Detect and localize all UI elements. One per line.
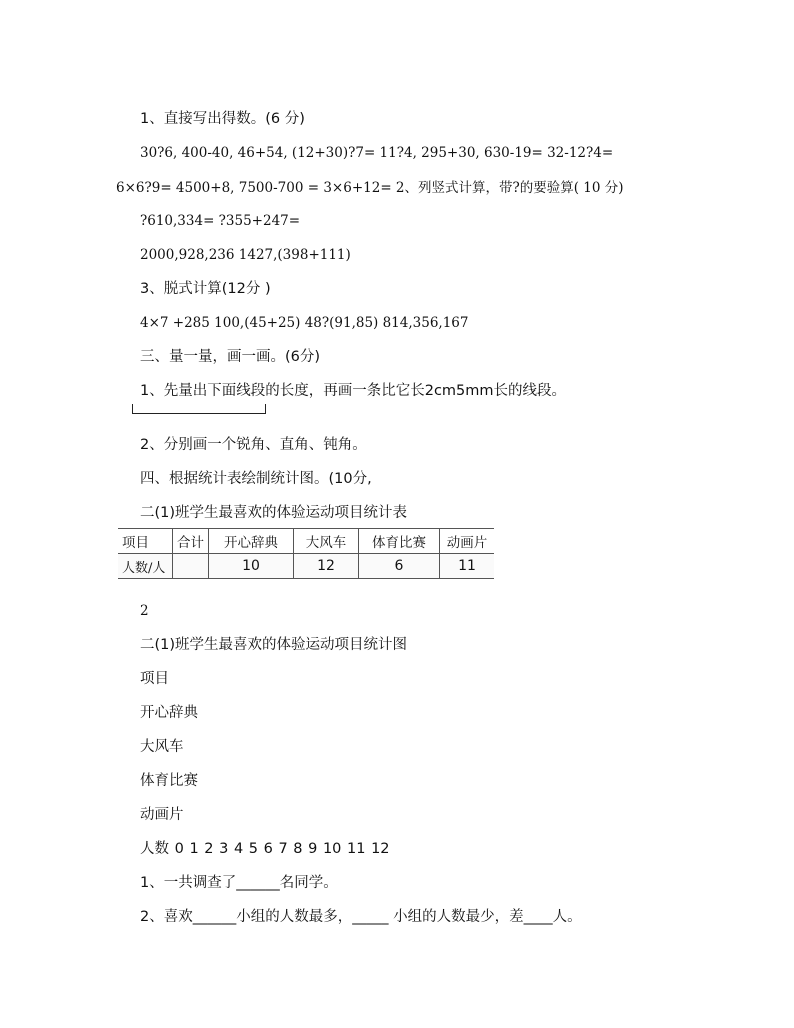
part3-q2: 2、分别画一个锐角、直角、钝角。: [140, 437, 367, 453]
table-header-cell: 项目: [118, 529, 173, 554]
table-cell: 11: [440, 554, 495, 579]
chart-label-item: 项目: [140, 671, 169, 687]
part4-q1: 1、一共调查了______名同学。: [140, 875, 338, 891]
section3-title: 3、脱式计算(12分 ): [140, 281, 271, 297]
table-header-cell: 合计: [173, 529, 209, 554]
table-cell: 6: [359, 554, 440, 579]
table-cell: 12: [294, 554, 359, 579]
table-title: 二(1)班学生最喜欢的体验运动项目统计表: [140, 505, 408, 521]
chart-label-sports-match: 体育比赛: [140, 773, 198, 789]
table-header-cell: 开心辞典: [209, 529, 294, 554]
section1-row1: 30?6, 400-40, 46+54, (12+30)?7= 11?4, 295+30, 630-19= 32-12?4=: [140, 145, 614, 161]
section1-row4: 2000,928,236 1427,(398+111): [140, 247, 351, 263]
table-header-cell: 大风车: [294, 529, 359, 554]
stray-number: 2: [140, 603, 149, 619]
measure-line-segment: [132, 404, 266, 414]
section1-row3: ?610,334= ?355+247=: [140, 213, 301, 229]
section3-row1: 4×7 +285 100,(45+25) 48?(91,85) 814,356,167: [140, 315, 469, 331]
table-cell: 10: [209, 554, 294, 579]
chart-label-happy-dictionary: 开心辞典: [140, 705, 198, 721]
part3-title: 三、量一量，画一画。(6分): [140, 349, 321, 365]
section1-title: 1、直接写出得数。(6 分): [140, 111, 305, 127]
chart-title: 二(1)班学生最喜欢的体验运动项目统计图: [140, 637, 408, 653]
table-header-cell: 动画片: [440, 529, 495, 554]
part3-q1: 1、先量出下面线段的长度，再画一条比它长2cm5mm长的线段。: [140, 383, 567, 399]
section1-row2: 6×6?9= 4500+8, 7500-700 = 3×6+12= 2、列竖式计算，带?的要验算( 10 分): [116, 180, 624, 196]
part4-q2: 2、喜欢______小组的人数最多，_____ 小组的人数最少，差____人。: [140, 909, 582, 925]
table-cell: 人数/人: [118, 554, 173, 579]
table-row: [118, 554, 494, 579]
table-header-cell: 体育比赛: [359, 529, 440, 554]
chart-axis-label: 人数 0 1 2 3 4 5 6 7 8 9 10 11 12: [140, 841, 390, 857]
chart-label-big-windmill: 大风车: [140, 739, 184, 755]
table-cell: [173, 554, 209, 579]
chart-label-cartoon: 动画片: [140, 807, 184, 823]
table-header-row: [118, 529, 494, 554]
part4-title: 四、根据统计表绘制统计图。(10分,: [140, 471, 372, 487]
stats-table: [118, 528, 494, 579]
